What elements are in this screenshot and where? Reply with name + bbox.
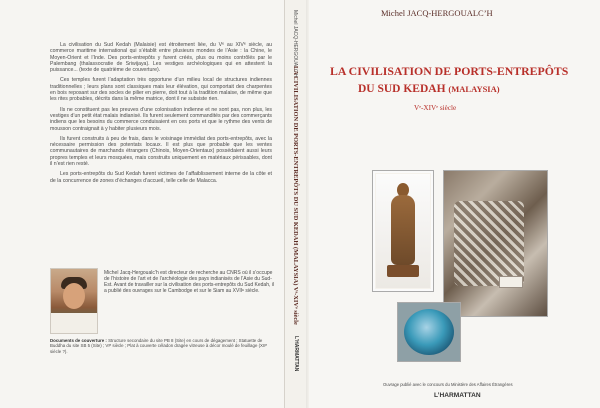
- spine-title: LA CIVILISATION DE PORTS-ENTREPÔTS DU SUD KEDAH (MALAYSIA) Vᵉ-XIVᵉ siècle: [292, 66, 299, 325]
- front-title-line2-main: DU SUD KEDAH: [358, 83, 446, 95]
- back-cover-paragraph: Ils furent construits à peu de frais, dans le voisinage immédiat des ports-entrepôts, avec la nécessaire permission des potentats locaux. Il est plus que probable que les ventes communautaires de marchands étrangers (Chinois, Moyen-Orientaux) possédaient aussi leurs propres temples et leurs mosquées, mais construits uniquement en matériaux périssables, dont il n’est rien resté.: [50, 135, 272, 168]
- front-period: Vᵉ-XIVᵉ siècle: [414, 104, 457, 112]
- author-photo: [50, 268, 98, 334]
- back-cover-text: [50, 42, 272, 188]
- back-cover-paragraph: Ils ne constituent pas les preuves d’une colonisation indienne et ne sont pas, non plus, les vestiges d’un petit état malais indianisé. Ils furent seulement commandités par des commerçants indiens que les besoins du commerce conduisaient en ces ports et que le rythme des vents de mousson contraignait à y habiter plusieurs mois.: [50, 106, 272, 132]
- buddha-body: [391, 195, 415, 265]
- author-bio: Michel Jacq-Hergoualc’h est directeur de recherche au CNRS où il s’occupe de l’histoire de l’art et de l’archéologie des pays indianisés de l’Asie du Sud-Est. Avant de travailler sur la civilisation des ports-entrepôts du Sud Kedah, il a publié des ouvrages sur le Cambodge et sur le Siam au XVIIᵉ siècle.: [104, 270, 274, 294]
- cover-credits-text: Structure secondaire du site PB 8 (Site) en cours de dégagement ; Statuette de Buddha du site SB 5 (Site) ; VIᵉ siècle ; Plat à couverte céladon dragée vitreuse à décor moulé de feuillage (XIIᵉ siècle ?).: [50, 338, 268, 354]
- buddha-base: [387, 265, 419, 277]
- buddha-statuette-image: [372, 170, 434, 292]
- back-cover: [0, 0, 284, 408]
- front-publisher: L’HARMATTAN: [434, 392, 481, 399]
- cover-credits: [50, 338, 274, 354]
- back-cover-paragraph: Les ports-entrepôts du Sud Kedah furent victimes de l’affaiblissement interne de la côte et de la concurrence de zones d’échanges d’accueil, telle celle de Malacca.: [50, 171, 272, 184]
- cover-credits-title: Documents de couverture :: [50, 338, 107, 343]
- celadon-plate-image: [397, 302, 461, 362]
- spine-title-wrapper: [292, 66, 299, 325]
- excavation-marker: [499, 276, 523, 288]
- excavation-site-image: [443, 170, 548, 317]
- front-title-line2-sub: (MALAYSIA): [448, 84, 500, 94]
- front-title-line2: [358, 83, 500, 95]
- front-title-line1: LA CIVILISATION DE PORTS-ENTREPÔTS: [330, 64, 569, 78]
- author-shirt: [51, 313, 97, 333]
- back-cover-paragraph: Ces temples furent l’adaptation très opportune d’un milieu local de structures indiennes traditionnelles ; leurs plans sont classiques mais leur élévation, qui comportait des charpentes en bois reposant sur des socles de pilier en pierre, doit tout à la tradition malaise, de même que les rites probables, décrits dans la même matrice, dont il ne subsiste rien.: [50, 77, 272, 103]
- excavation-rubble: [454, 201, 524, 286]
- author-face: [63, 283, 85, 309]
- spine-author: Michel JACQ-HERGOUALC’H: [292, 10, 298, 78]
- front-footer: Ouvrage publié avec le concours du Ministère des Affaires Étrangères: [383, 382, 513, 387]
- celadon-plate: [404, 309, 454, 355]
- spine-publisher: L’HARMATTAN: [293, 336, 299, 372]
- front-author: Michel JACQ-HERGOUALC’H: [381, 8, 493, 18]
- back-cover-paragraph: La civilisation du Sud Kedah (Malaisie) est étroitement liée, du Vᵉ au XIVᵉ siècle, au commerce maritime international qui s’établit entre plusieurs mondes de l’Asie : la Chine, le Moyen-Orient et l’Inde. Des ports-entrepôts y furent créés, plus ou moins contrôlés par le Palembang (thalassocratie de Sriwijaya). Les vestiges archéologiques qui en attestent la puissance... (texte de quatrième de couverture).: [50, 42, 272, 74]
